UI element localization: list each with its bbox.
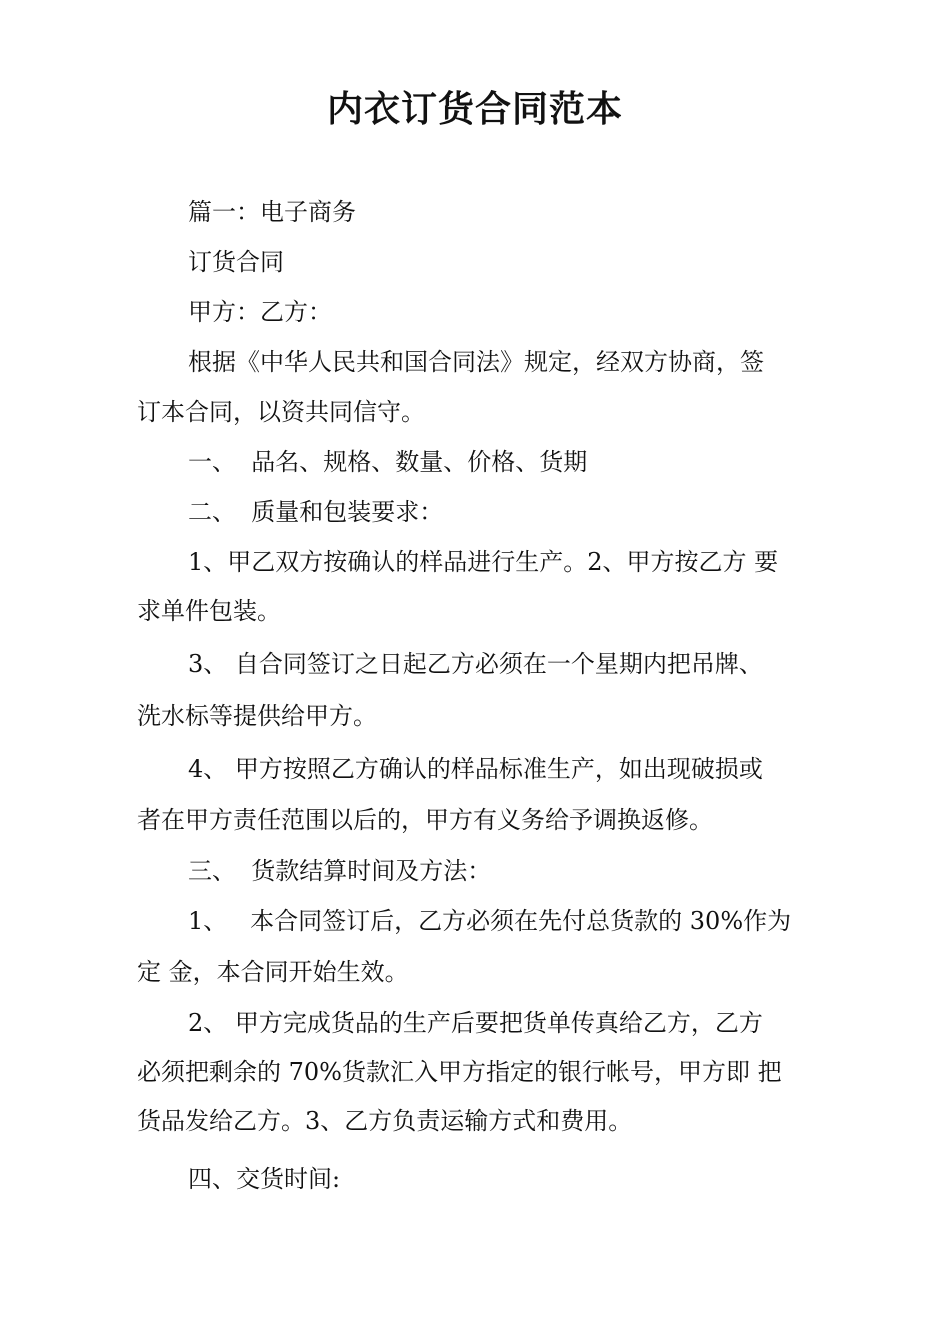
clause-2-item-3-line-1: 3、 自合同签订之日起乙方必须在一个星期内把吊牌、 — [188, 650, 763, 678]
section-heading-part-one: 篇一：电子商务 — [188, 198, 356, 226]
preamble-line-2: 订本合同，以资共同信守。 — [137, 398, 425, 426]
clause-2-item-3-line-2: 洗水标等提供给甲方。 — [137, 702, 377, 730]
clause-3-item-1-line-1: 1、 本合同签订后，乙方必须在先付总货款的 30%作为 — [188, 907, 792, 935]
clause-2-item-1-line-2: 求单件包装。 — [137, 597, 281, 625]
clause-3-item-2-line-1: 2、 甲方完成货品的生产后要把货单传真给乙方，乙方 — [188, 1009, 763, 1037]
clause-2-item-4-line-1: 4、 甲方按照乙方确认的样品标准生产，如出现破损或 — [188, 755, 763, 783]
contract-name: 订货合同 — [188, 248, 284, 276]
document-title: 内衣订货合同范本 — [326, 89, 623, 130]
clause-2-item-4-line-2: 者在甲方责任范围以后的，甲方有义务给予调换返修。 — [137, 806, 713, 834]
clause-heading-3: 三、 货款结算时间及方法： — [188, 857, 492, 885]
parties-line: 甲方：乙方： — [188, 298, 332, 326]
clause-2-item-1-line-1: 1、甲乙双方按确认的样品进行生产。2、甲方按乙方 要 — [188, 548, 779, 576]
clause-heading-4: 四、交货时间: — [188, 1165, 341, 1193]
preamble-line-1: 根据《中华人民共和国合同法》规定，经双方协商，签 — [188, 348, 764, 376]
clause-heading-1: 一、 品名、规格、数量、价格、货期 — [188, 448, 588, 476]
clause-3-item-2-line-3: 货品发给乙方。3、乙方负责运输方式和费用。 — [137, 1107, 633, 1135]
clause-3-item-1-line-2: 定 金，本合同开始生效。 — [137, 958, 409, 986]
clause-3-item-2-line-2: 必须把剩余的 70%货款汇入甲方指定的银行帐号，甲方即 把 — [137, 1058, 782, 1086]
clause-heading-2: 二、 质量和包装要求： — [188, 498, 444, 526]
